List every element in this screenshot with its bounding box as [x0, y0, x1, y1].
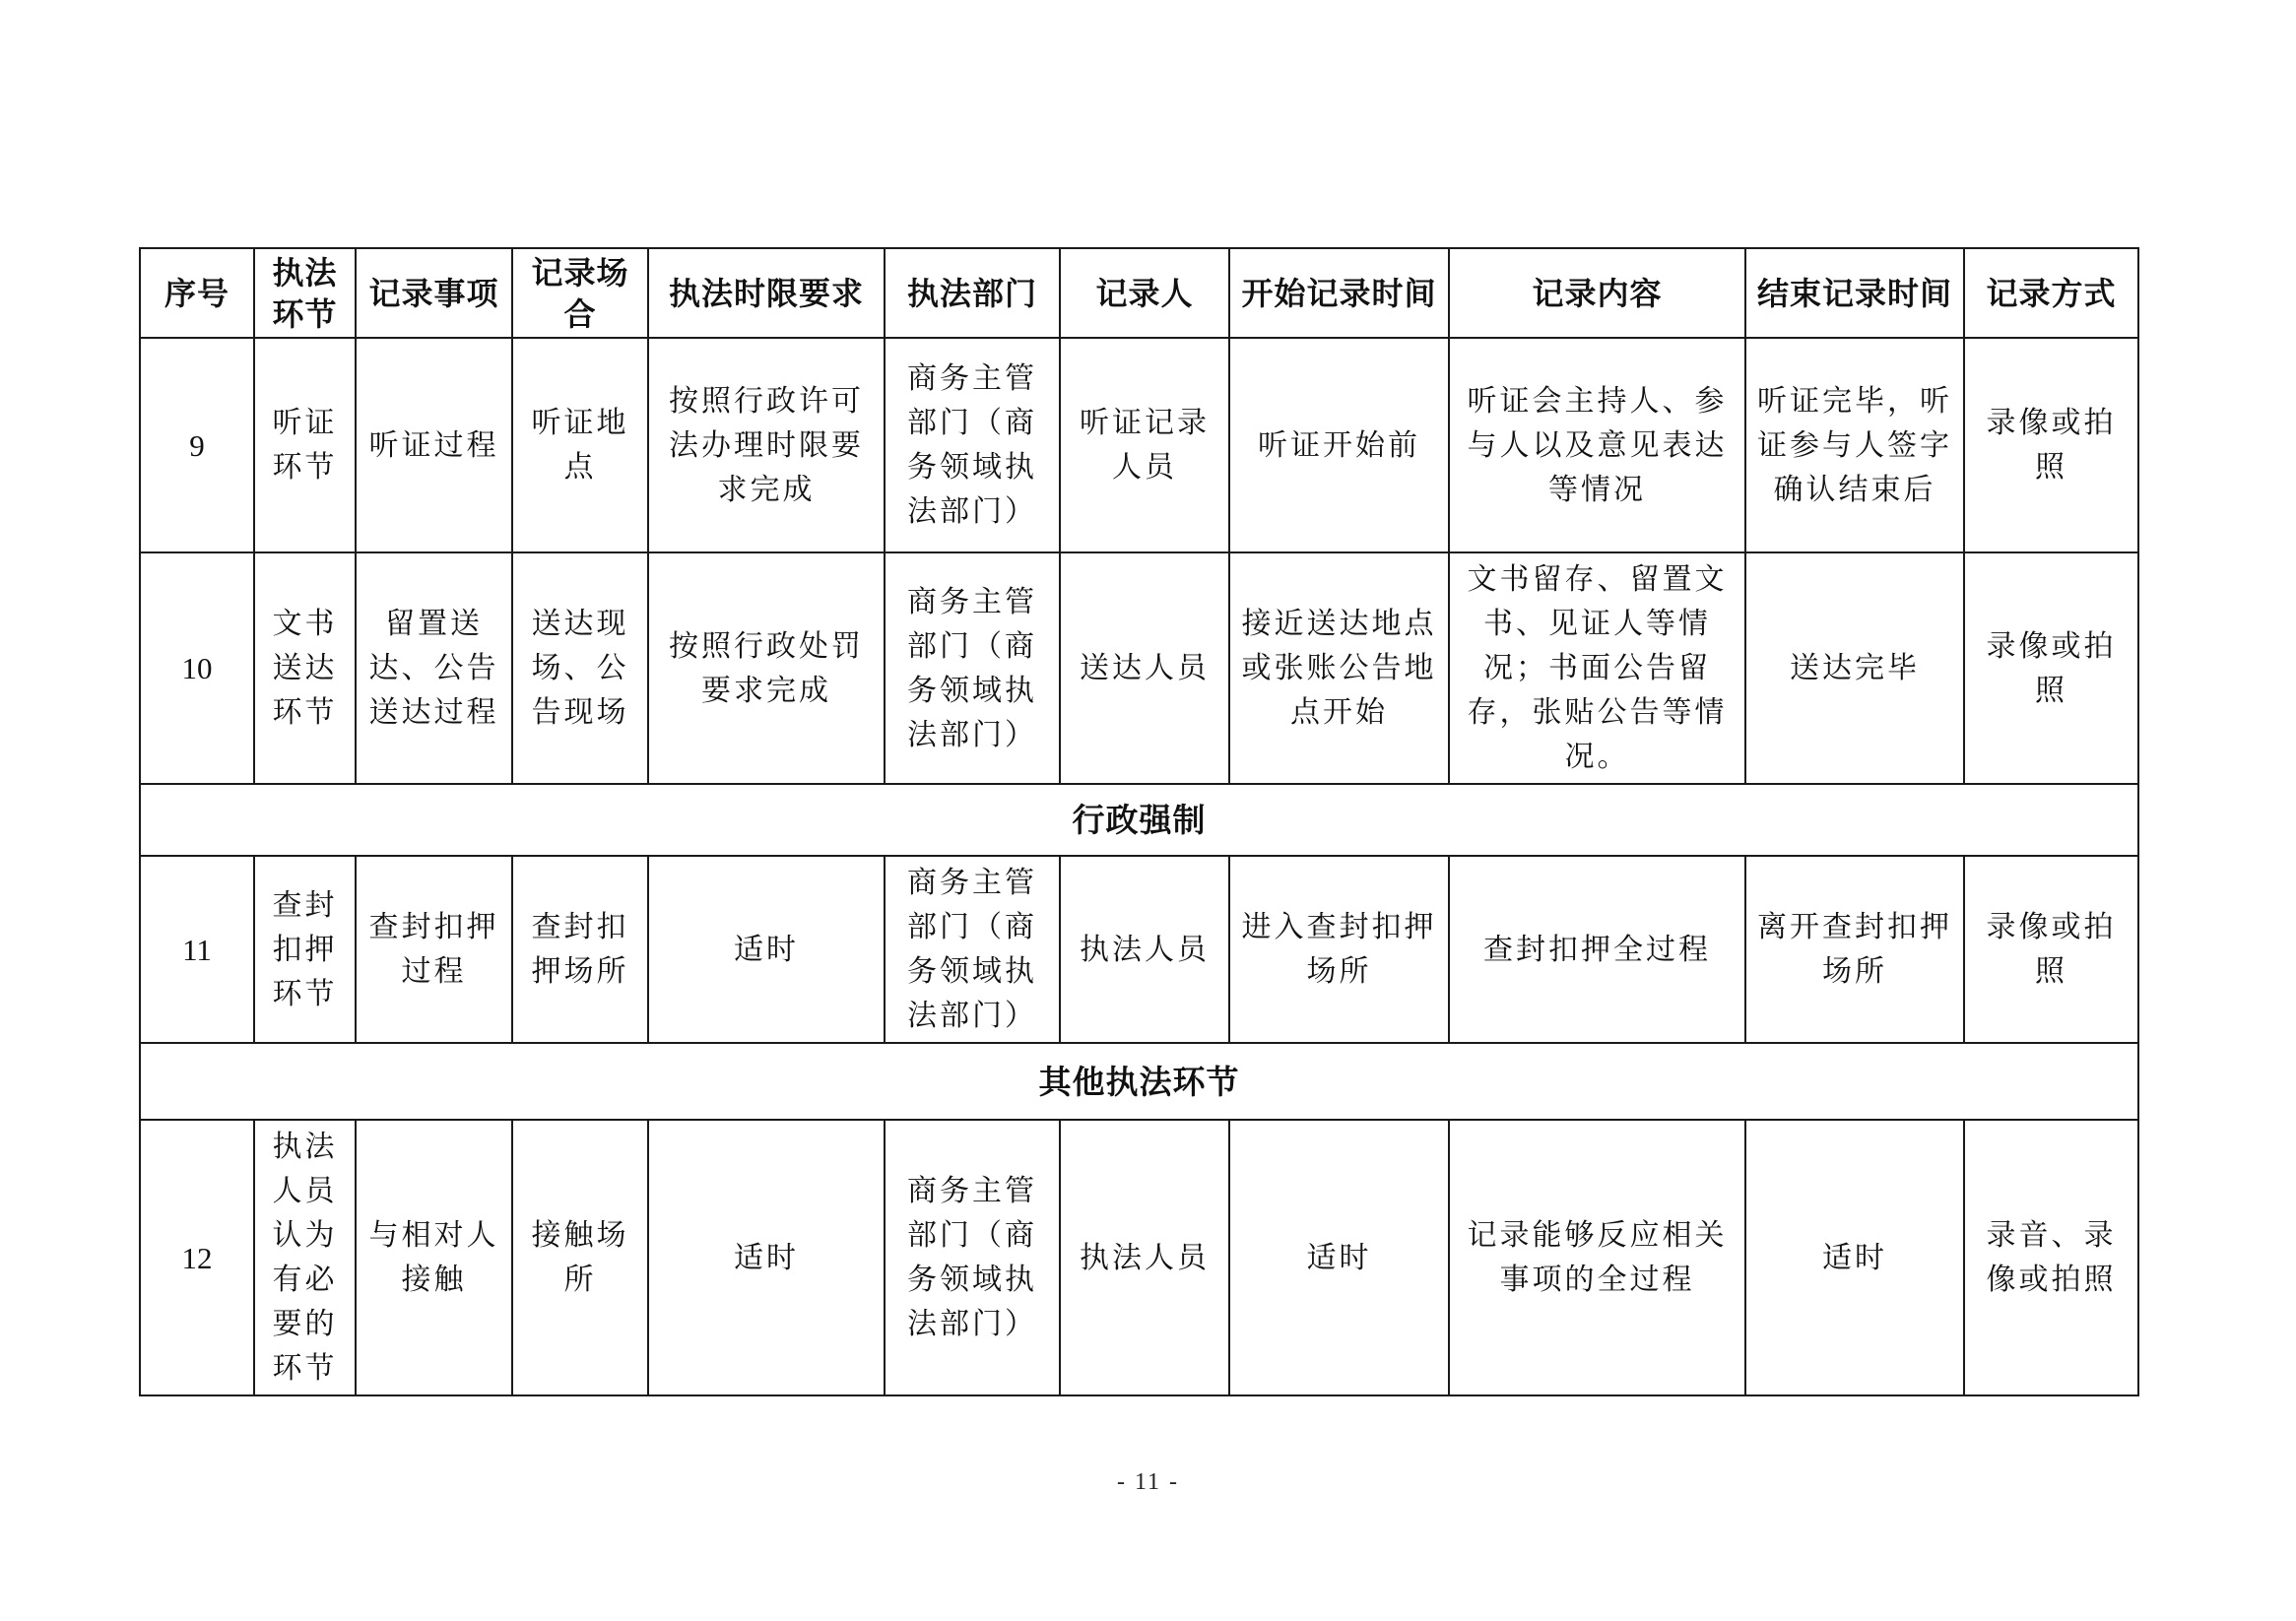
- cell-record-content: 记录能够反应相关事项的全过程: [1449, 1120, 1745, 1395]
- cell-recorder: 送达人员: [1060, 552, 1229, 784]
- cell-record-item: 查封扣押过程: [356, 856, 512, 1043]
- cell-end-time: 送达完毕: [1745, 552, 1964, 784]
- section-title: 行政强制: [140, 784, 2138, 856]
- cell-record-method: 录像或拍照: [1964, 552, 2138, 784]
- table-row: [140, 552, 2138, 784]
- cell-enforcement-stage: 执法人员认为有必要的环节: [254, 1120, 356, 1395]
- cell-recorder: 听证记录人员: [1060, 338, 1229, 552]
- header-enforcement-stage: 执法环节: [254, 248, 356, 338]
- cell-enforcement-stage: 查封扣押环节: [254, 856, 356, 1043]
- cell-serial-number: 10: [140, 552, 254, 784]
- cell-start-time: 听证开始前: [1229, 338, 1449, 552]
- cell-time-limit: 适时: [648, 1120, 885, 1395]
- cell-time-limit: 适时: [648, 856, 885, 1043]
- cell-department: 商务主管部门（商务领域执法部门）: [885, 856, 1060, 1043]
- cell-recorder: 执法人员: [1060, 1120, 1229, 1395]
- header-record-method: 记录方式: [1964, 248, 2138, 338]
- cell-time-limit: 按照行政许可法办理时限要求完成: [648, 338, 885, 552]
- enforcement-record-table: [139, 247, 2139, 1396]
- cell-record-occasion: 接触场所: [512, 1120, 648, 1395]
- section-row-administrative-coercion: [140, 784, 2138, 856]
- cell-record-content: 文书留存、留置文书、见证人等情况；书面公告留存，张贴公告等情况。: [1449, 552, 1745, 784]
- cell-record-occasion: 送达现场、公告现场: [512, 552, 648, 784]
- header-start-time: 开始记录时间: [1229, 248, 1449, 338]
- cell-record-item: 听证过程: [356, 338, 512, 552]
- cell-department: 商务主管部门（商务领域执法部门）: [885, 1120, 1060, 1395]
- cell-start-time: 进入查封扣押场所: [1229, 856, 1449, 1043]
- cell-recorder: 执法人员: [1060, 856, 1229, 1043]
- table-row: [140, 338, 2138, 552]
- cell-serial-number: 11: [140, 856, 254, 1043]
- cell-enforcement-stage: 听证环节: [254, 338, 356, 552]
- header-record-content: 记录内容: [1449, 248, 1745, 338]
- cell-serial-number: 9: [140, 338, 254, 552]
- cell-record-occasion: 听证地点: [512, 338, 648, 552]
- header-serial-number: 序号: [140, 248, 254, 338]
- header-end-time: 结束记录时间: [1745, 248, 1964, 338]
- cell-record-item: 与相对人 接触: [356, 1120, 512, 1395]
- cell-end-time: 离开查封扣押场所: [1745, 856, 1964, 1043]
- section-row-other-enforcement-stages: [140, 1043, 2138, 1120]
- cell-time-limit: 按照行政处罚要求完成: [648, 552, 885, 784]
- cell-start-time: 适时: [1229, 1120, 1449, 1395]
- page-number: - 11 -: [1116, 1469, 1180, 1495]
- header-department: 执法部门: [885, 248, 1060, 338]
- cell-record-content: 听证会主持人、参与人以及意见表达等情况: [1449, 338, 1745, 552]
- section-title: 其他执法环节: [140, 1043, 2138, 1120]
- table-header-row: [140, 248, 2138, 338]
- cell-end-time: 适时: [1745, 1120, 1964, 1395]
- cell-enforcement-stage: 文书送达环节: [254, 552, 356, 784]
- cell-serial-number: 12: [140, 1120, 254, 1395]
- cell-record-method: 录像或拍照: [1964, 338, 2138, 552]
- table-row: [140, 1120, 2138, 1395]
- cell-record-item: 留置送达、公告送达过程: [356, 552, 512, 784]
- header-record-item: 记录事项: [356, 248, 512, 338]
- header-recorder: 记录人: [1060, 248, 1229, 338]
- cell-record-content: 查封扣押全过程: [1449, 856, 1745, 1043]
- cell-record-occasion: 查封扣押场所: [512, 856, 648, 1043]
- header-time-limit: 执法时限要求: [648, 248, 885, 338]
- cell-end-time: 听证完毕，听证参与人签字确认结束后: [1745, 338, 1964, 552]
- cell-record-method: 录像或拍照: [1964, 856, 2138, 1043]
- table-row: [140, 856, 2138, 1043]
- cell-start-time: 接近送达地点或张账公告地点开始: [1229, 552, 1449, 784]
- cell-record-method: 录音、录像或拍照: [1964, 1120, 2138, 1395]
- cell-department: 商务主管部门（商务领域执法部门）: [885, 338, 1060, 552]
- header-record-occasion: 记录场合: [512, 248, 648, 338]
- cell-department: 商务主管部门（商务领域执法部门）: [885, 552, 1060, 784]
